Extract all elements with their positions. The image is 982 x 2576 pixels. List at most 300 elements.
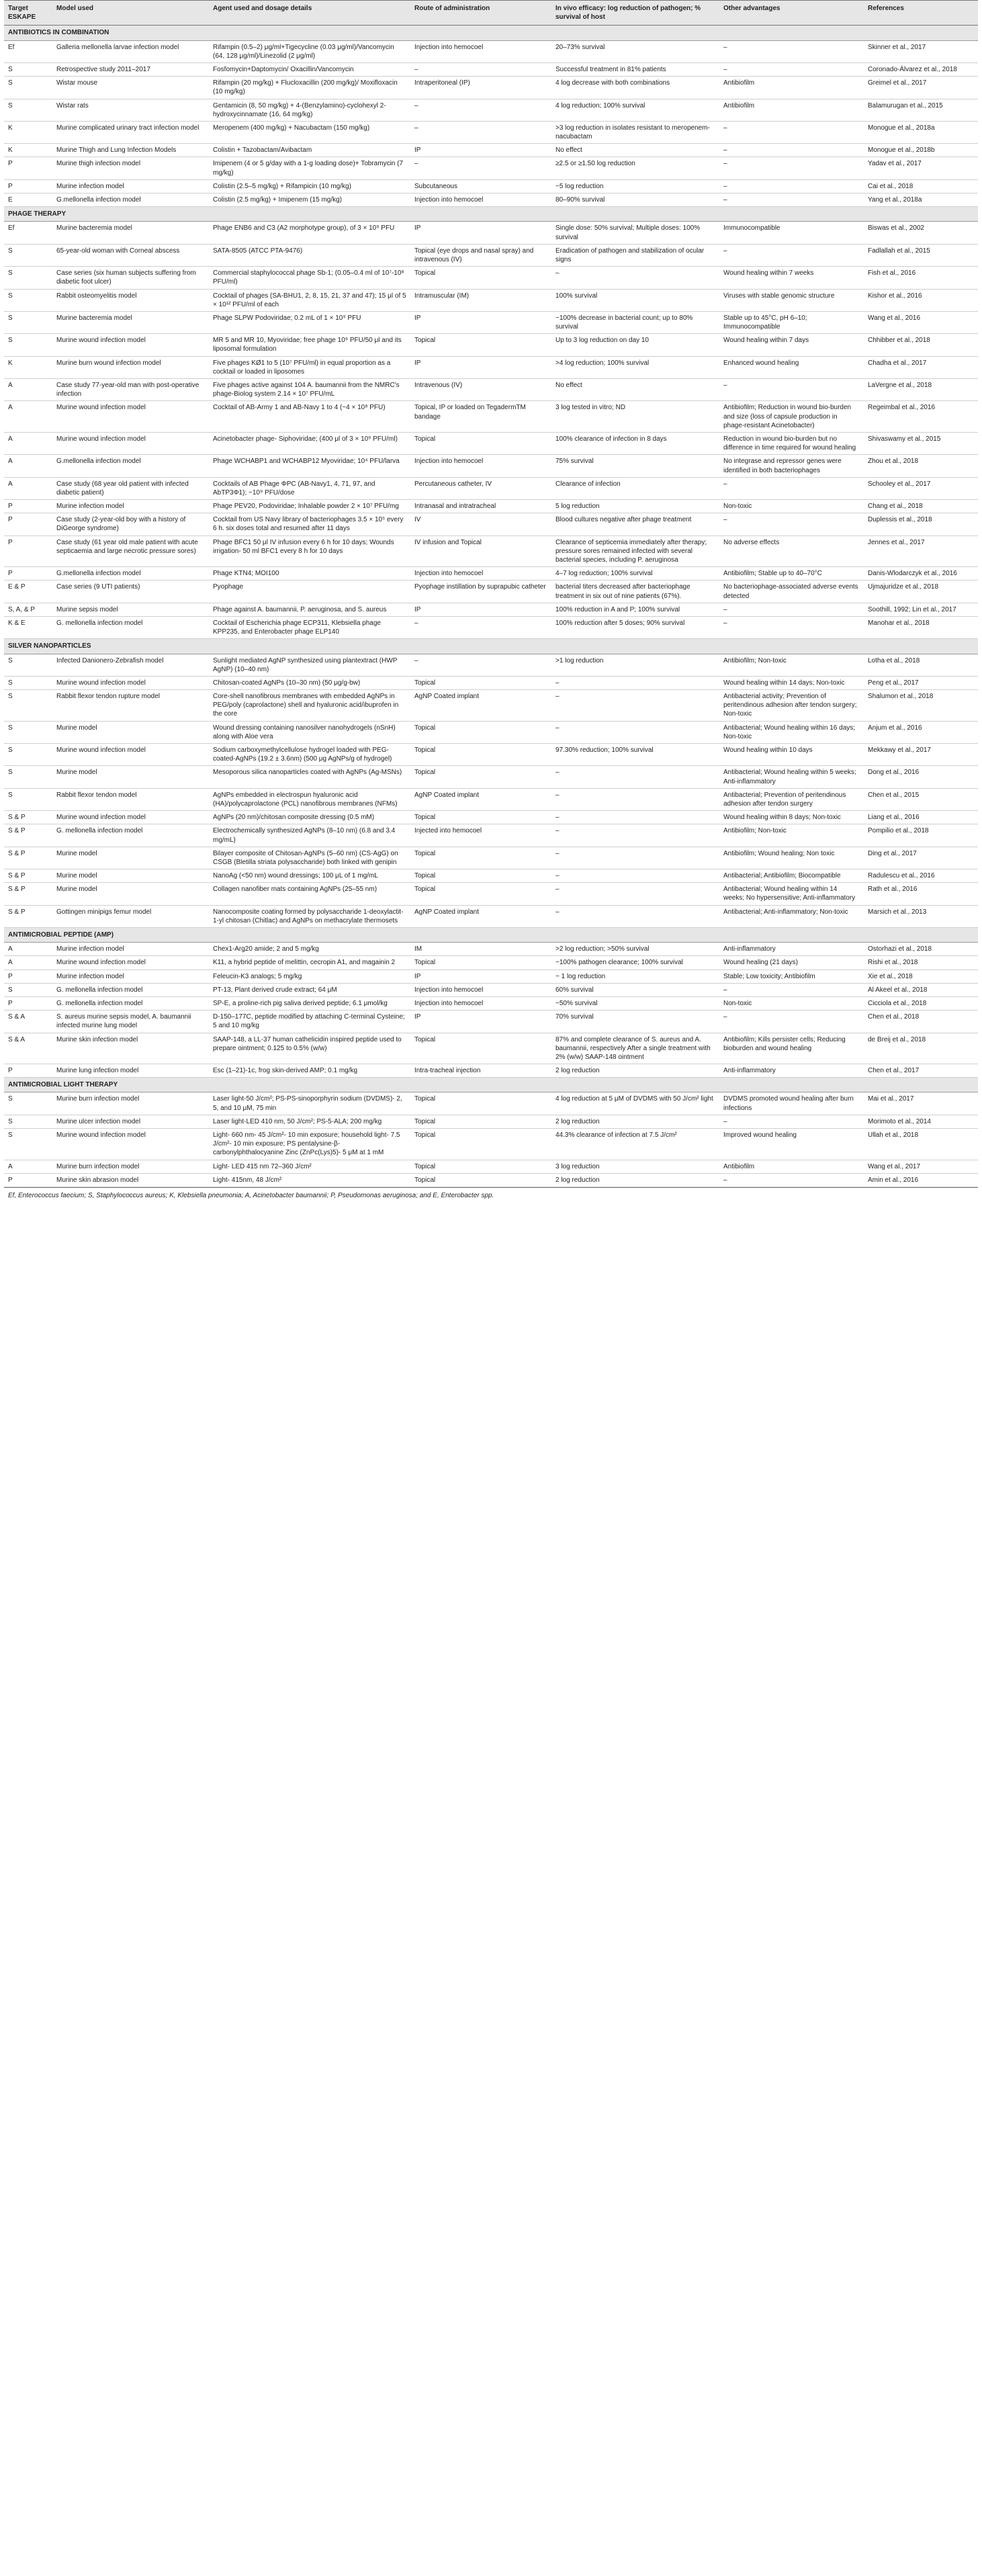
cell-efficacy: – — [551, 788, 719, 810]
table-row — [4, 847, 978, 869]
cell-reference: Chadha et al., 2017 — [864, 356, 978, 378]
cell-agent: K11, a hybrid peptide of melittin, cecropin A1, and magainin 2 — [209, 956, 410, 970]
cell-route: Topical — [410, 334, 551, 356]
cell-route: IP — [410, 356, 551, 378]
cell-target: S & P — [4, 883, 52, 905]
header-target: Target ESKAPE — [4, 1, 52, 26]
cell-advantages: Reduction in wound bio-burden but no difference in time required for wound healing — [719, 432, 864, 454]
cell-reference: Danis-Wlodarczyk et al., 2016 — [864, 567, 978, 581]
cell-target: S — [4, 654, 52, 676]
cell-model: Murine wound infection model — [52, 401, 209, 433]
cell-efficacy: 80–90% survival — [551, 194, 719, 207]
cell-target: S — [4, 1115, 52, 1128]
cell-target: P — [4, 567, 52, 581]
cell-efficacy: >2 log reduction; >50% survival — [551, 943, 719, 956]
cell-efficacy: Blood cultures negative after phage treatment — [551, 513, 719, 535]
header-efficacy: In vivo efficacy: log reduction of pathogen; % survival of host — [551, 1, 719, 26]
cell-efficacy: 4 log reduction at 5 μM of DVDMS with 50 J/cm² light — [551, 1092, 719, 1115]
cell-reference: LaVergne et al., 2018 — [864, 379, 978, 401]
cell-model: Infected Danionero-Zebrafish model — [52, 654, 209, 676]
cell-efficacy: ~50% survival — [551, 996, 719, 1010]
section-row — [4, 928, 978, 943]
cell-target: S & P — [4, 869, 52, 883]
cell-model: Murine infection model — [52, 500, 209, 513]
cell-model: Murine burn wound infection model — [52, 356, 209, 378]
cell-reference: Skinner et al., 2017 — [864, 40, 978, 62]
cell-route: IP — [410, 311, 551, 333]
cell-route: Topical — [410, 267, 551, 289]
cell-model: Murine infection model — [52, 179, 209, 193]
cell-reference: Yang et al., 2018a — [864, 194, 978, 207]
cell-model: Murine model — [52, 721, 209, 743]
cell-efficacy: – — [551, 690, 719, 722]
cell-agent: Bilayer composite of Chitosan-AgNPs (5–60 nm) (CS-AgG) on CSGB (Bletilla striata polysaccharide) both linked with genipin — [209, 847, 410, 869]
cell-agent: Laser light-50 J/cm²; PS-PS-sinoporphyrin sodium (DVDMS)- 2, 5, and 10 μM, 75 min — [209, 1092, 410, 1115]
cell-efficacy: ~100% decrease in bacterial count; up to 80% survival — [551, 311, 719, 333]
cell-target: S — [4, 983, 52, 996]
cell-agent: Colistin (2.5–5 mg/kg) + Rifampicin (10 mg/kg) — [209, 179, 410, 193]
cell-target: S & A — [4, 1011, 52, 1033]
cell-efficacy: 2 log reduction — [551, 1173, 719, 1187]
cell-advantages: Antibiofilm — [719, 99, 864, 121]
cell-reference: Monogue et al., 2018a — [864, 121, 978, 143]
cell-route: Topical — [410, 1160, 551, 1173]
cell-agent: Commercial staphylococcal phage Sb-1; (0.05–0.4 ml of 10⁷-10⁸ PFU/ml) — [209, 267, 410, 289]
cell-agent: Wound dressing containing nanosilver nanohydrogels (nSnH) along with Aloe vera — [209, 721, 410, 743]
cell-efficacy: 3 log tested in vitro; ND — [551, 401, 719, 433]
cell-agent: Laser light-LED 410 nm, 50 J/cm²; PS-5-ALA; 200 mg/kg — [209, 1115, 410, 1128]
table-row — [4, 581, 978, 603]
header-references: References — [864, 1, 978, 26]
table-row — [4, 379, 978, 401]
cell-advantages: – — [719, 1115, 864, 1128]
cell-efficacy: 4 log decrease with both combinations — [551, 77, 719, 99]
header-route: Route of administration — [410, 1, 551, 26]
cell-advantages: – — [719, 1011, 864, 1033]
cell-model: Murine lung infection model — [52, 1064, 209, 1078]
cell-reference: Biswas et al., 2002 — [864, 222, 978, 244]
cell-reference: Ding et al., 2017 — [864, 847, 978, 869]
cell-reference: Ullah et al., 2018 — [864, 1129, 978, 1160]
cell-advantages: Antibacterial; Wound healing within 14 weeks; No hypersensitive; Anti-inflammatory — [719, 883, 864, 905]
cell-reference: Shalumon et al., 2018 — [864, 690, 978, 722]
cell-target: K & E — [4, 616, 52, 638]
table-row — [4, 1173, 978, 1187]
cell-agent: Phage BFC1 50 μl IV infusion every 6 h for 10 days; Wounds irrigation- 50 ml BFC1 every 8 h for 10 days — [209, 535, 410, 567]
cell-efficacy: Clearance of infection — [551, 477, 719, 499]
cell-route: IV infusion and Topical — [410, 535, 551, 567]
cell-efficacy: 5 log reduction — [551, 500, 719, 513]
cell-agent: Gentamicin (8, 50 mg/kg) + 4-(Benzylamino)-cyclohexyl 2-hydroxycinnamate (16, 64 mg/kg) — [209, 99, 410, 121]
cell-advantages: – — [719, 157, 864, 179]
cell-agent: AgNPs embedded in electrospun hyaluronic acid (HA)/polycaprolactone (PCL) nanofibrous membranes (NFMs) — [209, 788, 410, 810]
cell-advantages: Antibiofilm — [719, 1160, 864, 1173]
cell-reference: Peng et al., 2017 — [864, 676, 978, 689]
section-row — [4, 1078, 978, 1092]
cell-agent: Phage PEV20, Podoviridae; Inhalable powder 2 × 10⁷ PFU/mg — [209, 500, 410, 513]
table-row — [4, 99, 978, 121]
cell-route: IP — [410, 603, 551, 616]
cell-reference: Rishi et al., 2018 — [864, 956, 978, 970]
table-row — [4, 721, 978, 743]
cell-advantages: Anti-inflammatory — [719, 1064, 864, 1078]
cell-advantages: Wound healing within 14 days; Non-toxic — [719, 676, 864, 689]
cell-advantages: Wound healing within 10 days — [719, 744, 864, 766]
cell-reference: Wang et al., 2017 — [864, 1160, 978, 1173]
cell-reference: Chen et al., 2015 — [864, 788, 978, 810]
cell-target: A — [4, 943, 52, 956]
cell-target: P — [4, 179, 52, 193]
cell-efficacy: >4 log reduction; 100% survival — [551, 356, 719, 378]
table-row — [4, 157, 978, 179]
cell-agent: Sunlight mediated AgNP synthesized using plantextract (HWP AgNP) (10–40 nm) — [209, 654, 410, 676]
cell-advantages: Wound healing (21 days) — [719, 956, 864, 970]
cell-reference: Greimel et al., 2017 — [864, 77, 978, 99]
table-row — [4, 1033, 978, 1064]
cell-advantages: No bacteriophage-associated adverse events detected — [719, 581, 864, 603]
cell-route: – — [410, 62, 551, 76]
table-row — [4, 500, 978, 513]
table-row — [4, 1160, 978, 1173]
cell-route: Intramuscular (IM) — [410, 289, 551, 311]
cell-model: Murine infection model — [52, 970, 209, 983]
cell-route: – — [410, 616, 551, 638]
cell-model: G.mellonella infection model — [52, 455, 209, 477]
section-title: PHAGE THERAPY — [4, 207, 978, 222]
cell-advantages: Improved wound healing — [719, 1129, 864, 1160]
section-title: ANTIBIOTICS IN COMBINATION — [4, 26, 978, 40]
cell-route: IP — [410, 1011, 551, 1033]
table-body — [4, 26, 978, 1187]
cell-agent: NanoAg (<50 nm) wound dressings; 100 μL of 1 mg/mL — [209, 869, 410, 883]
cell-agent: D-150–177C, peptide modified by attaching C-terminal Cysteine; 5 and 10 mg/kg — [209, 1011, 410, 1033]
cell-route: Injection into hemocoel — [410, 567, 551, 581]
cell-reference: Al Akeel et al., 2018 — [864, 983, 978, 996]
cell-target: P — [4, 535, 52, 567]
cell-efficacy: 97.30% reduction; 100% survival — [551, 744, 719, 766]
cell-efficacy: – — [551, 676, 719, 689]
cell-advantages: Stable; Low toxicity; Antibiofilm — [719, 970, 864, 983]
cell-advantages: Antibacterial; Wound healing within 5 weeks; Anti-inflammatory — [719, 766, 864, 788]
table-footnote: Ef, Enterococcus faecium; S, Staphylococcus aureus; K, Klebsiella pneumonia; A, Acinetobacter baumannii; P, Pseudomonas aeruginosa; and E, Enterobacter spp. — [4, 1187, 978, 1199]
cell-model: Murine model — [52, 883, 209, 905]
cell-reference: Kishor et al., 2016 — [864, 289, 978, 311]
cell-target: P — [4, 500, 52, 513]
table-row — [4, 77, 978, 99]
cell-target: S — [4, 690, 52, 722]
cell-model: Wistar mouse — [52, 77, 209, 99]
cell-efficacy: – — [551, 905, 719, 927]
cell-agent: Phage against A. baumannii, P. aeruginosa, and S. aureus — [209, 603, 410, 616]
cell-model: Murine wound infection model — [52, 676, 209, 689]
cell-target: P — [4, 1173, 52, 1187]
cell-model: Case series (six human subjects suffering from diabetic foot ulcer) — [52, 267, 209, 289]
cell-route: Intraperitoneal (IP) — [410, 77, 551, 99]
cell-route: Topical (eye drops and nasal spray) and intravenous (IV) — [410, 244, 551, 266]
cell-reference: Ostorhazi et al., 2018 — [864, 943, 978, 956]
table-row — [4, 432, 978, 454]
cell-agent: Colistin (2.5 mg/kg) + Imipenem (15 mg/kg) — [209, 194, 410, 207]
cell-reference: Fish et al., 2016 — [864, 267, 978, 289]
cell-target: S — [4, 721, 52, 743]
cell-route: IM — [410, 943, 551, 956]
cell-advantages: Anti-inflammatory — [719, 943, 864, 956]
cell-route: IV — [410, 513, 551, 535]
cell-reference: Schooley et al., 2017 — [864, 477, 978, 499]
cell-target: Ef — [4, 222, 52, 244]
cell-agent: Cocktail of Escherichia phage ECP311, Klebsiella phage KPP235, and Enterobacter phage ELP140 — [209, 616, 410, 638]
cell-model: Rabbit osteomyelitis model — [52, 289, 209, 311]
table-row — [4, 970, 978, 983]
cell-reference: de Breij et al., 2018 — [864, 1033, 978, 1064]
table-row — [4, 179, 978, 193]
cell-model: Murine model — [52, 847, 209, 869]
table-row — [4, 1064, 978, 1078]
cell-advantages: DVDMS promoted wound healing after burn infections — [719, 1092, 864, 1115]
section-row — [4, 207, 978, 222]
cell-advantages: Enhanced wound healing — [719, 356, 864, 378]
cell-efficacy: No effect — [551, 379, 719, 401]
cell-reference: Liang et al., 2016 — [864, 811, 978, 824]
cell-route: – — [410, 121, 551, 143]
cell-agent: Rifampin (20 mg/kg) + Flucloxacillin (200 mg/kg)/ Moxifloxacin (10 mg/kg) — [209, 77, 410, 99]
cell-efficacy: – — [551, 811, 719, 824]
cell-advantages: – — [719, 121, 864, 143]
cell-advantages: Wound healing within 8 days; Non-toxic — [719, 811, 864, 824]
cell-route: Injection into hemocoel — [410, 40, 551, 62]
cell-target: S & P — [4, 905, 52, 927]
cell-target: S & P — [4, 847, 52, 869]
cell-efficacy: 100% survival — [551, 289, 719, 311]
section-row — [4, 639, 978, 654]
cell-reference: Pompilio et al., 2018 — [864, 824, 978, 847]
cell-efficacy: – — [551, 824, 719, 847]
cell-advantages: – — [719, 513, 864, 535]
cell-target: S — [4, 766, 52, 788]
table-row — [4, 513, 978, 535]
cell-agent: Five phages active against 104 A. baumannii from the NMRC's phage-Biolog system 2.14 × 10⁷ PFU/mL — [209, 379, 410, 401]
table-row — [4, 244, 978, 266]
cell-efficacy: >1 log reduction — [551, 654, 719, 676]
table-row — [4, 334, 978, 356]
cell-efficacy: Single dose: 50% survival; Multiple doses: 100% survival — [551, 222, 719, 244]
cell-route: – — [410, 157, 551, 179]
cell-target: S — [4, 62, 52, 76]
table-row — [4, 690, 978, 722]
cell-route: Injection into hemocoel — [410, 194, 551, 207]
cell-reference: Amin et al., 2016 — [864, 1173, 978, 1187]
cell-model: Wistar rats — [52, 99, 209, 121]
cell-model: Murine wound infection model — [52, 744, 209, 766]
cell-advantages: No adverse effects — [719, 535, 864, 567]
cell-efficacy: Up to 3 log reduction on day 10 — [551, 334, 719, 356]
cell-target: E & P — [4, 581, 52, 603]
cell-model: 65-year-old woman with Corneal abscess — [52, 244, 209, 266]
cell-route: – — [410, 99, 551, 121]
cell-efficacy: 3 log reduction — [551, 1160, 719, 1173]
cell-route: Topical — [410, 1129, 551, 1160]
cell-route: – — [410, 654, 551, 676]
cell-model: G. mellonella infection model — [52, 616, 209, 638]
table-row — [4, 455, 978, 477]
cell-agent: Phage ENB6 and C3 (A2 morphotype group), of 3 × 10⁹ PFU — [209, 222, 410, 244]
cell-target: A — [4, 956, 52, 970]
table-row — [4, 824, 978, 847]
cell-model: Murine thigh infection model — [52, 157, 209, 179]
cell-target: S — [4, 1129, 52, 1160]
cell-efficacy: ~5 log reduction — [551, 179, 719, 193]
cell-route: Injection into hemocoel — [410, 983, 551, 996]
cell-route: Topical — [410, 869, 551, 883]
table-row — [4, 766, 978, 788]
header-agent: Agent used and dosage details — [209, 1, 410, 26]
cell-efficacy: Successful treatment in 81% patients — [551, 62, 719, 76]
cell-route: Pyophage instillation by suprapubic catheter — [410, 581, 551, 603]
cell-agent: Collagen nanofiber mats containing AgNPs (25–55 nm) — [209, 883, 410, 905]
table-container — [0, 0, 982, 1199]
cell-model: Murine wound infection model — [52, 1129, 209, 1160]
cell-reference: Wang et al., 2016 — [864, 311, 978, 333]
cell-agent: Nanocomposite coating formed by polysaccharide 1-deoxylactit-1-yl chitosan (Chitlac) and AgNPs on methacrylate thermosets — [209, 905, 410, 927]
cell-model: Murine burn infection model — [52, 1160, 209, 1173]
cell-target: S — [4, 77, 52, 99]
cell-agent: PT-13, Plant derived crude extract; 64 μM — [209, 983, 410, 996]
cell-target: S — [4, 788, 52, 810]
cell-agent: Phage WCHABP1 and WCHABP12 Myoviridae; 10⁴ PFU/larva — [209, 455, 410, 477]
cell-target: A — [4, 379, 52, 401]
cell-reference: Ujmajuridze et al., 2018 — [864, 581, 978, 603]
cell-reference: Rath et al., 2016 — [864, 883, 978, 905]
cell-route: Injected into hemocoel — [410, 824, 551, 847]
cell-agent: SATA-8505 (ATCC PTA-9476) — [209, 244, 410, 266]
cell-efficacy: 70% survival — [551, 1011, 719, 1033]
cell-advantages: – — [719, 477, 864, 499]
cell-target: A — [4, 401, 52, 433]
cell-reference: Cai et al., 2018 — [864, 179, 978, 193]
cell-model: Rabbit flexor tendon model — [52, 788, 209, 810]
cell-advantages: Antibacterial; Wound healing within 16 days; Non-toxic — [719, 721, 864, 743]
cell-route: Subcutaneous — [410, 179, 551, 193]
cell-agent: Chitosan-coated AgNPs (10–30 nm) (50 μg/g-bw) — [209, 676, 410, 689]
cell-route: Topical — [410, 1033, 551, 1064]
cell-agent: Feleucin-K3 analogs; 5 mg/kg — [209, 970, 410, 983]
cell-efficacy: – — [551, 883, 719, 905]
table-row — [4, 222, 978, 244]
cell-advantages: Antibacterial; Anti-inflammatory; Non-toxic — [719, 905, 864, 927]
cell-agent: Rifampin (0.5–2) μg/ml+Tigecycline (0.03 μg/ml)/Vancomycin (64, 128 μg/ml)/Linezolid (2 μg/ml) — [209, 40, 410, 62]
cell-model: G.mellonella infection model — [52, 567, 209, 581]
cell-target: Ef — [4, 40, 52, 62]
cell-efficacy: 2 log reduction — [551, 1064, 719, 1078]
cell-target: K — [4, 121, 52, 143]
table-row — [4, 121, 978, 143]
cell-agent: Cocktail of AB-Army 1 and AB-Navy 1 to 4 (~4 × 10⁸ PFU) — [209, 401, 410, 433]
cell-advantages: Antibacterial activity; Prevention of peritendinous adhesion after tendon surgery; Non-toxic — [719, 690, 864, 722]
cell-advantages: – — [719, 244, 864, 266]
cell-reference: Zhou et al., 2018 — [864, 455, 978, 477]
cell-advantages: Wound healing within 7 weeks — [719, 267, 864, 289]
table-row — [4, 401, 978, 433]
cell-model: S. aureus murine sepsis model, A. baumannii infected murine lung model — [52, 1011, 209, 1033]
table-row — [4, 905, 978, 927]
cell-efficacy: ~ 1 log reduction — [551, 970, 719, 983]
table-row — [4, 616, 978, 638]
header-model: Model used — [52, 1, 209, 26]
cell-target: S — [4, 289, 52, 311]
cell-target: P — [4, 970, 52, 983]
cell-efficacy: ~100% pathogen clearance; 100% survival — [551, 956, 719, 970]
cell-model: Murine skin abrasion model — [52, 1173, 209, 1187]
table-row — [4, 1115, 978, 1128]
cell-advantages: Immunocompatible — [719, 222, 864, 244]
cell-target: S — [4, 311, 52, 333]
table-row — [4, 996, 978, 1010]
eskape-therapy-table — [4, 0, 978, 1187]
cell-reference: Soothill, 1992; Lin et al., 2017 — [864, 603, 978, 616]
cell-efficacy: – — [551, 869, 719, 883]
cell-model: Gottingen minipigs femur model — [52, 905, 209, 927]
cell-reference: Chen et al., 2017 — [864, 1064, 978, 1078]
cell-agent: Cocktails of AB Phage ΦPC (AB-Navy1, 4, 71, 97, and AbTP3Φ1); ~10⁹ PFU/dose — [209, 477, 410, 499]
cell-agent: Cocktail from US Navy library of bacteriophages 3.5 × 10⁵ every 6 h. six doses total and resumed after 11 days — [209, 513, 410, 535]
cell-reference: Duplessis et al., 2018 — [864, 513, 978, 535]
cell-target: A — [4, 477, 52, 499]
cell-target: K — [4, 356, 52, 378]
table-row — [4, 311, 978, 333]
table-header — [4, 1, 978, 26]
cell-model: Murine complicated urinary tract infection model — [52, 121, 209, 143]
cell-route: IP — [410, 144, 551, 157]
cell-model: G. mellonella infection model — [52, 983, 209, 996]
cell-route: Topical — [410, 847, 551, 869]
cell-target: S & P — [4, 824, 52, 847]
cell-model: Murine skin infection model — [52, 1033, 209, 1064]
table-row — [4, 1092, 978, 1115]
cell-advantages: – — [719, 616, 864, 638]
cell-reference: Jennes et al., 2017 — [864, 535, 978, 567]
cell-route: Topical — [410, 956, 551, 970]
table-row — [4, 744, 978, 766]
cell-advantages: – — [719, 603, 864, 616]
table-row — [4, 289, 978, 311]
cell-agent: Cocktail of phages (SA-BHU1, 2, 8, 15, 21, 37 and 47); 15 μl of 5 × 10¹² PFU/ml of each — [209, 289, 410, 311]
cell-advantages: – — [719, 144, 864, 157]
cell-agent: Five phages KØ1 to 5 (10⁷ PFU/ml) in equal proportion as a cocktail or loaded in liposomes — [209, 356, 410, 378]
cell-advantages: – — [719, 983, 864, 996]
cell-efficacy: >3 log reduction in isolates resistant to meropenem-nacubactam — [551, 121, 719, 143]
cell-efficacy: bacterial titers decreased after bacteriophage treatment in six out of nine patients (67%). — [551, 581, 719, 603]
cell-efficacy: 100% clearance of infection in 8 days — [551, 432, 719, 454]
cell-reference: Chen et al., 2018 — [864, 1011, 978, 1033]
cell-agent: Pyophage — [209, 581, 410, 603]
cell-target: S — [4, 334, 52, 356]
cell-target: S — [4, 1092, 52, 1115]
cell-model: Murine infection model — [52, 943, 209, 956]
cell-target: P — [4, 513, 52, 535]
cell-efficacy: Eradication of pathogen and stabilization of ocular signs — [551, 244, 719, 266]
table-row — [4, 676, 978, 689]
cell-model: Case study (2-year-old boy with a history of DiGeorge syndrome) — [52, 513, 209, 535]
cell-advantages: Antibiofilm; Reduction in wound bio-burden and size (loss of capsule production in phage-resistant Acinetobacter) — [719, 401, 864, 433]
cell-agent: SP-E, a proline-rich pig saliva derived peptide; 6.1 μmol/kg — [209, 996, 410, 1010]
cell-advantages: Antibiofilm; Wound healing; Non toxic — [719, 847, 864, 869]
cell-route: Topical — [410, 1115, 551, 1128]
cell-reference: Chang et al., 2018 — [864, 500, 978, 513]
table-row — [4, 788, 978, 810]
cell-target: S — [4, 267, 52, 289]
table-row — [4, 535, 978, 567]
cell-route: Topical — [410, 432, 551, 454]
